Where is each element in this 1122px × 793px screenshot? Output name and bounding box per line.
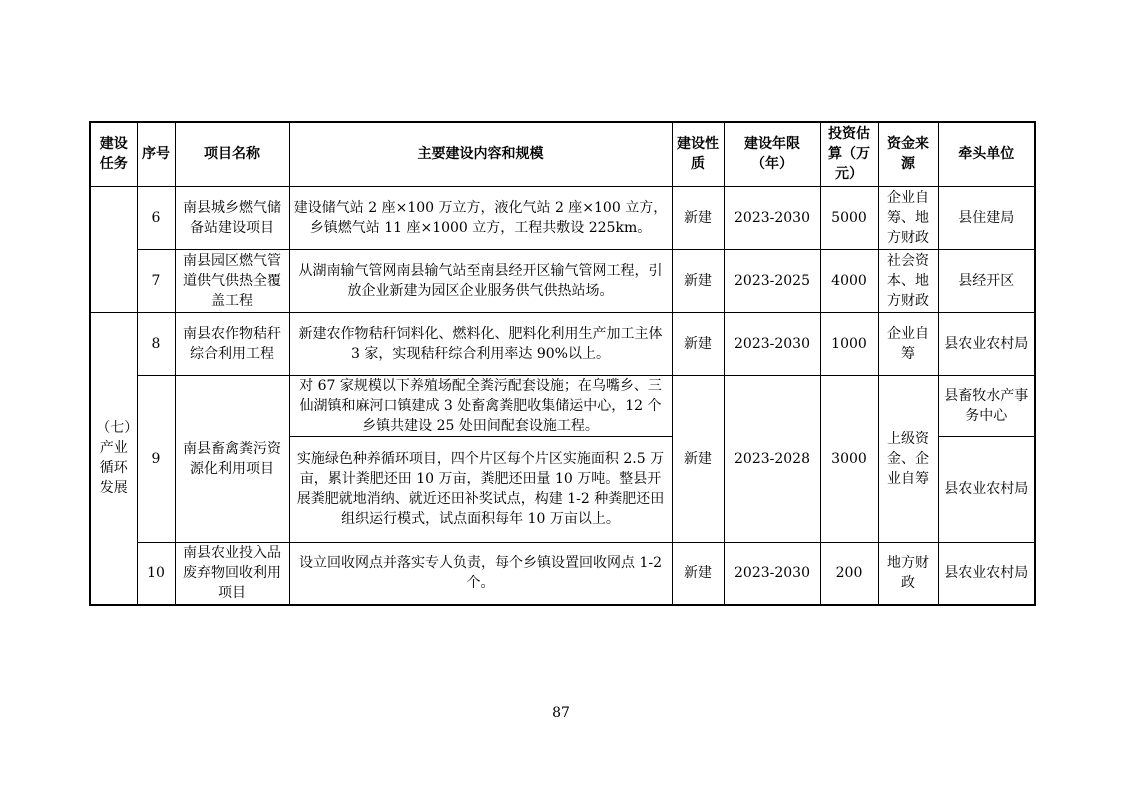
row-nature: 新建 [672,249,724,312]
row-nature: 新建 [672,542,724,605]
row-lead: 县经开区 [938,249,1035,312]
row-period: 2023-2030 [724,186,820,249]
row-no: 10 [137,542,175,605]
table-header-row [90,122,1035,186]
row-no: 7 [137,249,175,312]
row-period: 2023-2030 [724,542,820,605]
row-no: 8 [137,312,175,375]
row-no: 6 [137,186,175,249]
row-investment: 3000 [820,375,878,542]
page-number: 87 [552,705,570,721]
row-content-b: 实施绿色种养循环项目，四个片区每个片区实施面积 2.5 万亩，累计粪肥还田 10 万亩，粪肥还田量 10 万吨。整县开展粪肥就地消纳、就近还田补奖试点，构建 1-2 种粪肥还田组织运行模式，试点面积每年 10 万亩以上。 [289,436,672,542]
task-group-cell: （七）产业循环发展 [90,312,137,605]
row-no: 9 [137,375,175,542]
row-content: 设立回收网点并落实专人负责，每个乡镇设置回收网点 1-2 个。 [289,542,672,605]
row-lead: 县农业农村局 [938,312,1035,375]
row-period: 2023-2028 [724,375,820,542]
header-nature: 建设性质 [672,122,724,186]
table-row [90,186,1035,249]
row-lead-a: 县畜牧水产事务中心 [938,375,1035,436]
row-name: 南县城乡燃气储备站建设项目 [175,186,289,249]
row-fund: 企业自筹、地方财政 [878,186,938,249]
table-row [90,375,1035,436]
row-content: 建设储气站 2 座×100 万立方，液化气站 2 座×100 立方，乡镇燃气站 11 座×1000 立方，工程共敷设 225km。 [289,186,672,249]
row-fund: 地方财政 [878,542,938,605]
row-fund: 上级资金、企业自筹 [878,375,938,542]
row-period: 2023-2025 [724,249,820,312]
project-table [89,121,1036,606]
row-content: 从湖南输气管网南县输气站至南县经开区输气管网工程，引放企业新建为园区企业服务供气供热站场。 [289,249,672,312]
header-period: 建设年限（年） [724,122,820,186]
row-name: 南县园区燃气管道供气供热全覆盖工程 [175,249,289,312]
row-nature: 新建 [672,186,724,249]
row-investment: 5000 [820,186,878,249]
header-fund: 资金来源 [878,122,938,186]
row-content: 新建农作物秸秆饲料化、燃料化、肥料化利用生产加工主体 3 家，实现秸秆综合利用率达 90%以上。 [289,312,672,375]
row-investment: 200 [820,542,878,605]
row-lead: 县农业农村局 [938,542,1035,605]
row-fund: 社会资本、地方财政 [878,249,938,312]
row-name: 南县畜禽粪污资源化利用项目 [175,375,289,542]
header-no: 序号 [137,122,175,186]
header-lead: 牵头单位 [938,122,1035,186]
row-fund: 企业自筹 [878,312,938,375]
row-nature: 新建 [672,312,724,375]
header-investment: 投资估算（万元） [820,122,878,186]
row-nature: 新建 [672,375,724,542]
table-row [90,249,1035,312]
row-investment: 4000 [820,249,878,312]
table-row [90,542,1035,605]
task-cell-empty [90,186,137,312]
table-row [90,312,1035,375]
row-content-a: 对 67 家规模以下养殖场配全粪污配套设施；在乌嘴乡、三仙湖镇和麻河口镇建成 3 处畜禽粪肥收集储运中心，12 个乡镇共建设 25 处田间配套设施工程。 [289,375,672,436]
row-name: 南县农业投入品废弃物回收利用项目 [175,542,289,605]
header-content: 主要建设内容和规模 [289,122,672,186]
row-investment: 1000 [820,312,878,375]
row-lead-b: 县农业农村局 [938,436,1035,542]
row-lead: 县住建局 [938,186,1035,249]
header-task: 建设任务 [90,122,137,186]
row-period: 2023-2030 [724,312,820,375]
header-name: 项目名称 [175,122,289,186]
row-name: 南县农作物秸秆综合利用工程 [175,312,289,375]
